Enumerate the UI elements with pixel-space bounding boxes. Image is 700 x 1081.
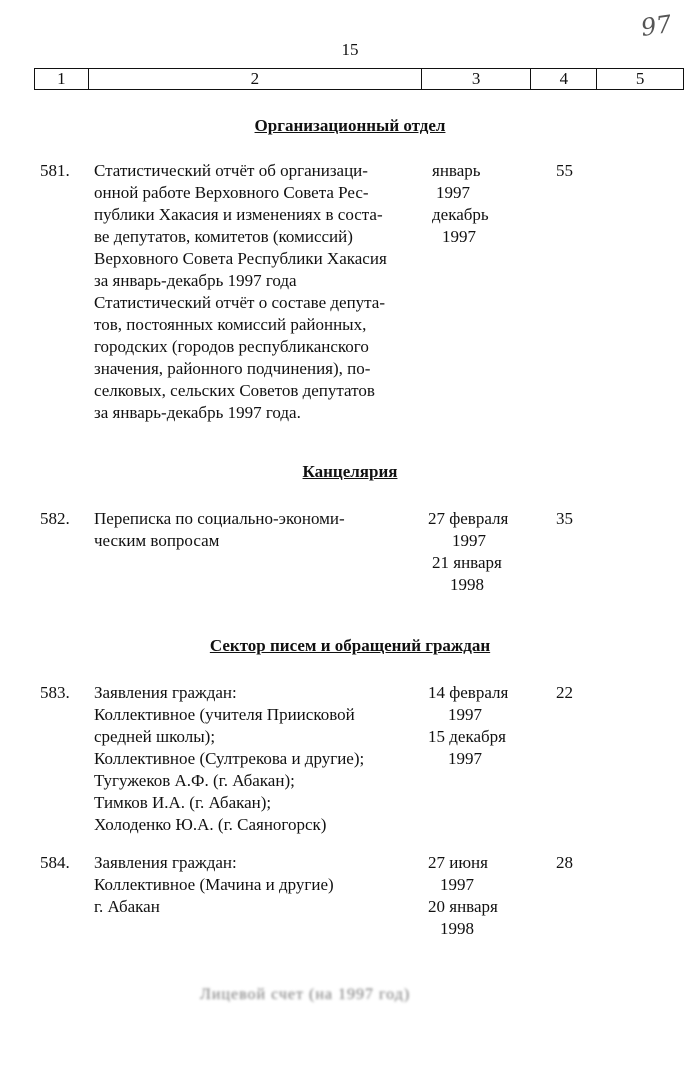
column-number-header xyxy=(34,68,684,90)
date-line: 1997 xyxy=(448,749,482,768)
description-line: средней школы); xyxy=(94,727,216,746)
description-line: за январь-декабрь 1997 года. xyxy=(94,403,301,422)
entry-number: 582. xyxy=(40,509,70,528)
description-line: ве депутатов, комитетов (комиссий) xyxy=(94,227,353,246)
date-line: 21 января xyxy=(432,553,502,572)
entry-sheet-count: 28 xyxy=(556,853,573,872)
description-line: Холоденко Ю.А. (г. Саяногорск) xyxy=(94,815,327,834)
description-line: Коллективное (Мачина и другие) xyxy=(94,875,334,894)
header-cell-1: 1 xyxy=(35,69,89,89)
page-number: 15 xyxy=(341,40,359,59)
description-line: значения, районного подчинения), по- xyxy=(94,359,371,378)
header-cell-3: 3 xyxy=(422,69,532,89)
description-line: ческим вопросам xyxy=(94,531,220,550)
entry-dates xyxy=(432,160,542,248)
description-line: за январь-декабрь 1997 года xyxy=(94,271,297,290)
date-line: 1997 xyxy=(448,705,482,724)
entry-number: 581. xyxy=(40,161,70,180)
entry-description xyxy=(94,508,424,552)
date-line: январь xyxy=(432,161,481,180)
entry-number: 583. xyxy=(40,683,70,702)
entry-sheet-count: 55 xyxy=(556,161,573,180)
description-line: Заявления граждан: xyxy=(94,853,237,872)
description-line: Тугужеков А.Ф. (г. Абакан); xyxy=(94,771,295,790)
entry-dates xyxy=(428,682,538,770)
date-line: 1997 xyxy=(436,183,470,202)
entry-sheet-count: 22 xyxy=(556,683,573,702)
faded-footer-text: Лицевой счет (на 1997 год) xyxy=(200,986,411,1003)
entry-description xyxy=(94,160,424,424)
description-line: г. Абакан xyxy=(94,897,160,916)
header-cell-4: 4 xyxy=(531,69,597,89)
description-line: публики Хакасия и изменениях в соста- xyxy=(94,205,383,224)
date-line: 27 февраля xyxy=(428,509,509,528)
entry-description xyxy=(94,682,424,836)
entry-number: 584. xyxy=(40,853,70,872)
description-line: тов, постоянных комиссий районных, xyxy=(94,315,367,334)
date-line: 1997 xyxy=(440,875,474,894)
date-line: 1997 xyxy=(452,531,486,550)
description-line: Тимков И.А. (г. Абакан); xyxy=(94,793,272,812)
section-title-letters-sector: Сектор писем и обращений граждан xyxy=(209,636,491,655)
handwritten-archive-number: 97 xyxy=(639,10,674,42)
date-line: 1998 xyxy=(450,575,484,594)
description-line: Коллективное (Султрекова и другие); xyxy=(94,749,365,768)
description-line: Заявления граждан: xyxy=(94,683,237,702)
date-line: 20 января xyxy=(428,897,498,916)
header-cell-5: 5 xyxy=(635,69,645,88)
section-title-chancellery: Канцелярия xyxy=(302,462,398,481)
date-line: 14 февраля xyxy=(428,683,509,702)
date-line: декабрь xyxy=(432,205,489,224)
description-line: Коллективное (учителя Приисковой xyxy=(94,705,355,724)
description-line: онной работе Верховного Совета Рес- xyxy=(94,183,369,202)
date-line: 1997 xyxy=(442,227,476,246)
description-line: Статистический отчёт о составе депута- xyxy=(94,293,386,312)
entry-description xyxy=(94,852,424,918)
description-line: Верховного Совета Республики Хакасия xyxy=(94,249,387,268)
description-line: селковых, сельских Советов депутатов xyxy=(94,381,375,400)
entry-sheet-count: 35 xyxy=(556,509,573,528)
description-line: Статистический отчёт об организаци- xyxy=(94,161,368,180)
date-line: 1998 xyxy=(440,919,474,938)
date-line: 27 июня xyxy=(428,853,488,872)
section-title-org-department: Организационный отдел xyxy=(254,116,446,135)
entry-dates xyxy=(428,852,538,940)
description-line: Переписка по социально-экономи- xyxy=(94,509,345,528)
entry-dates xyxy=(428,508,538,596)
header-cell-2: 2 xyxy=(89,69,422,89)
date-line: 15 декабря xyxy=(428,727,506,746)
description-line: городских (городов республиканского xyxy=(94,337,369,356)
